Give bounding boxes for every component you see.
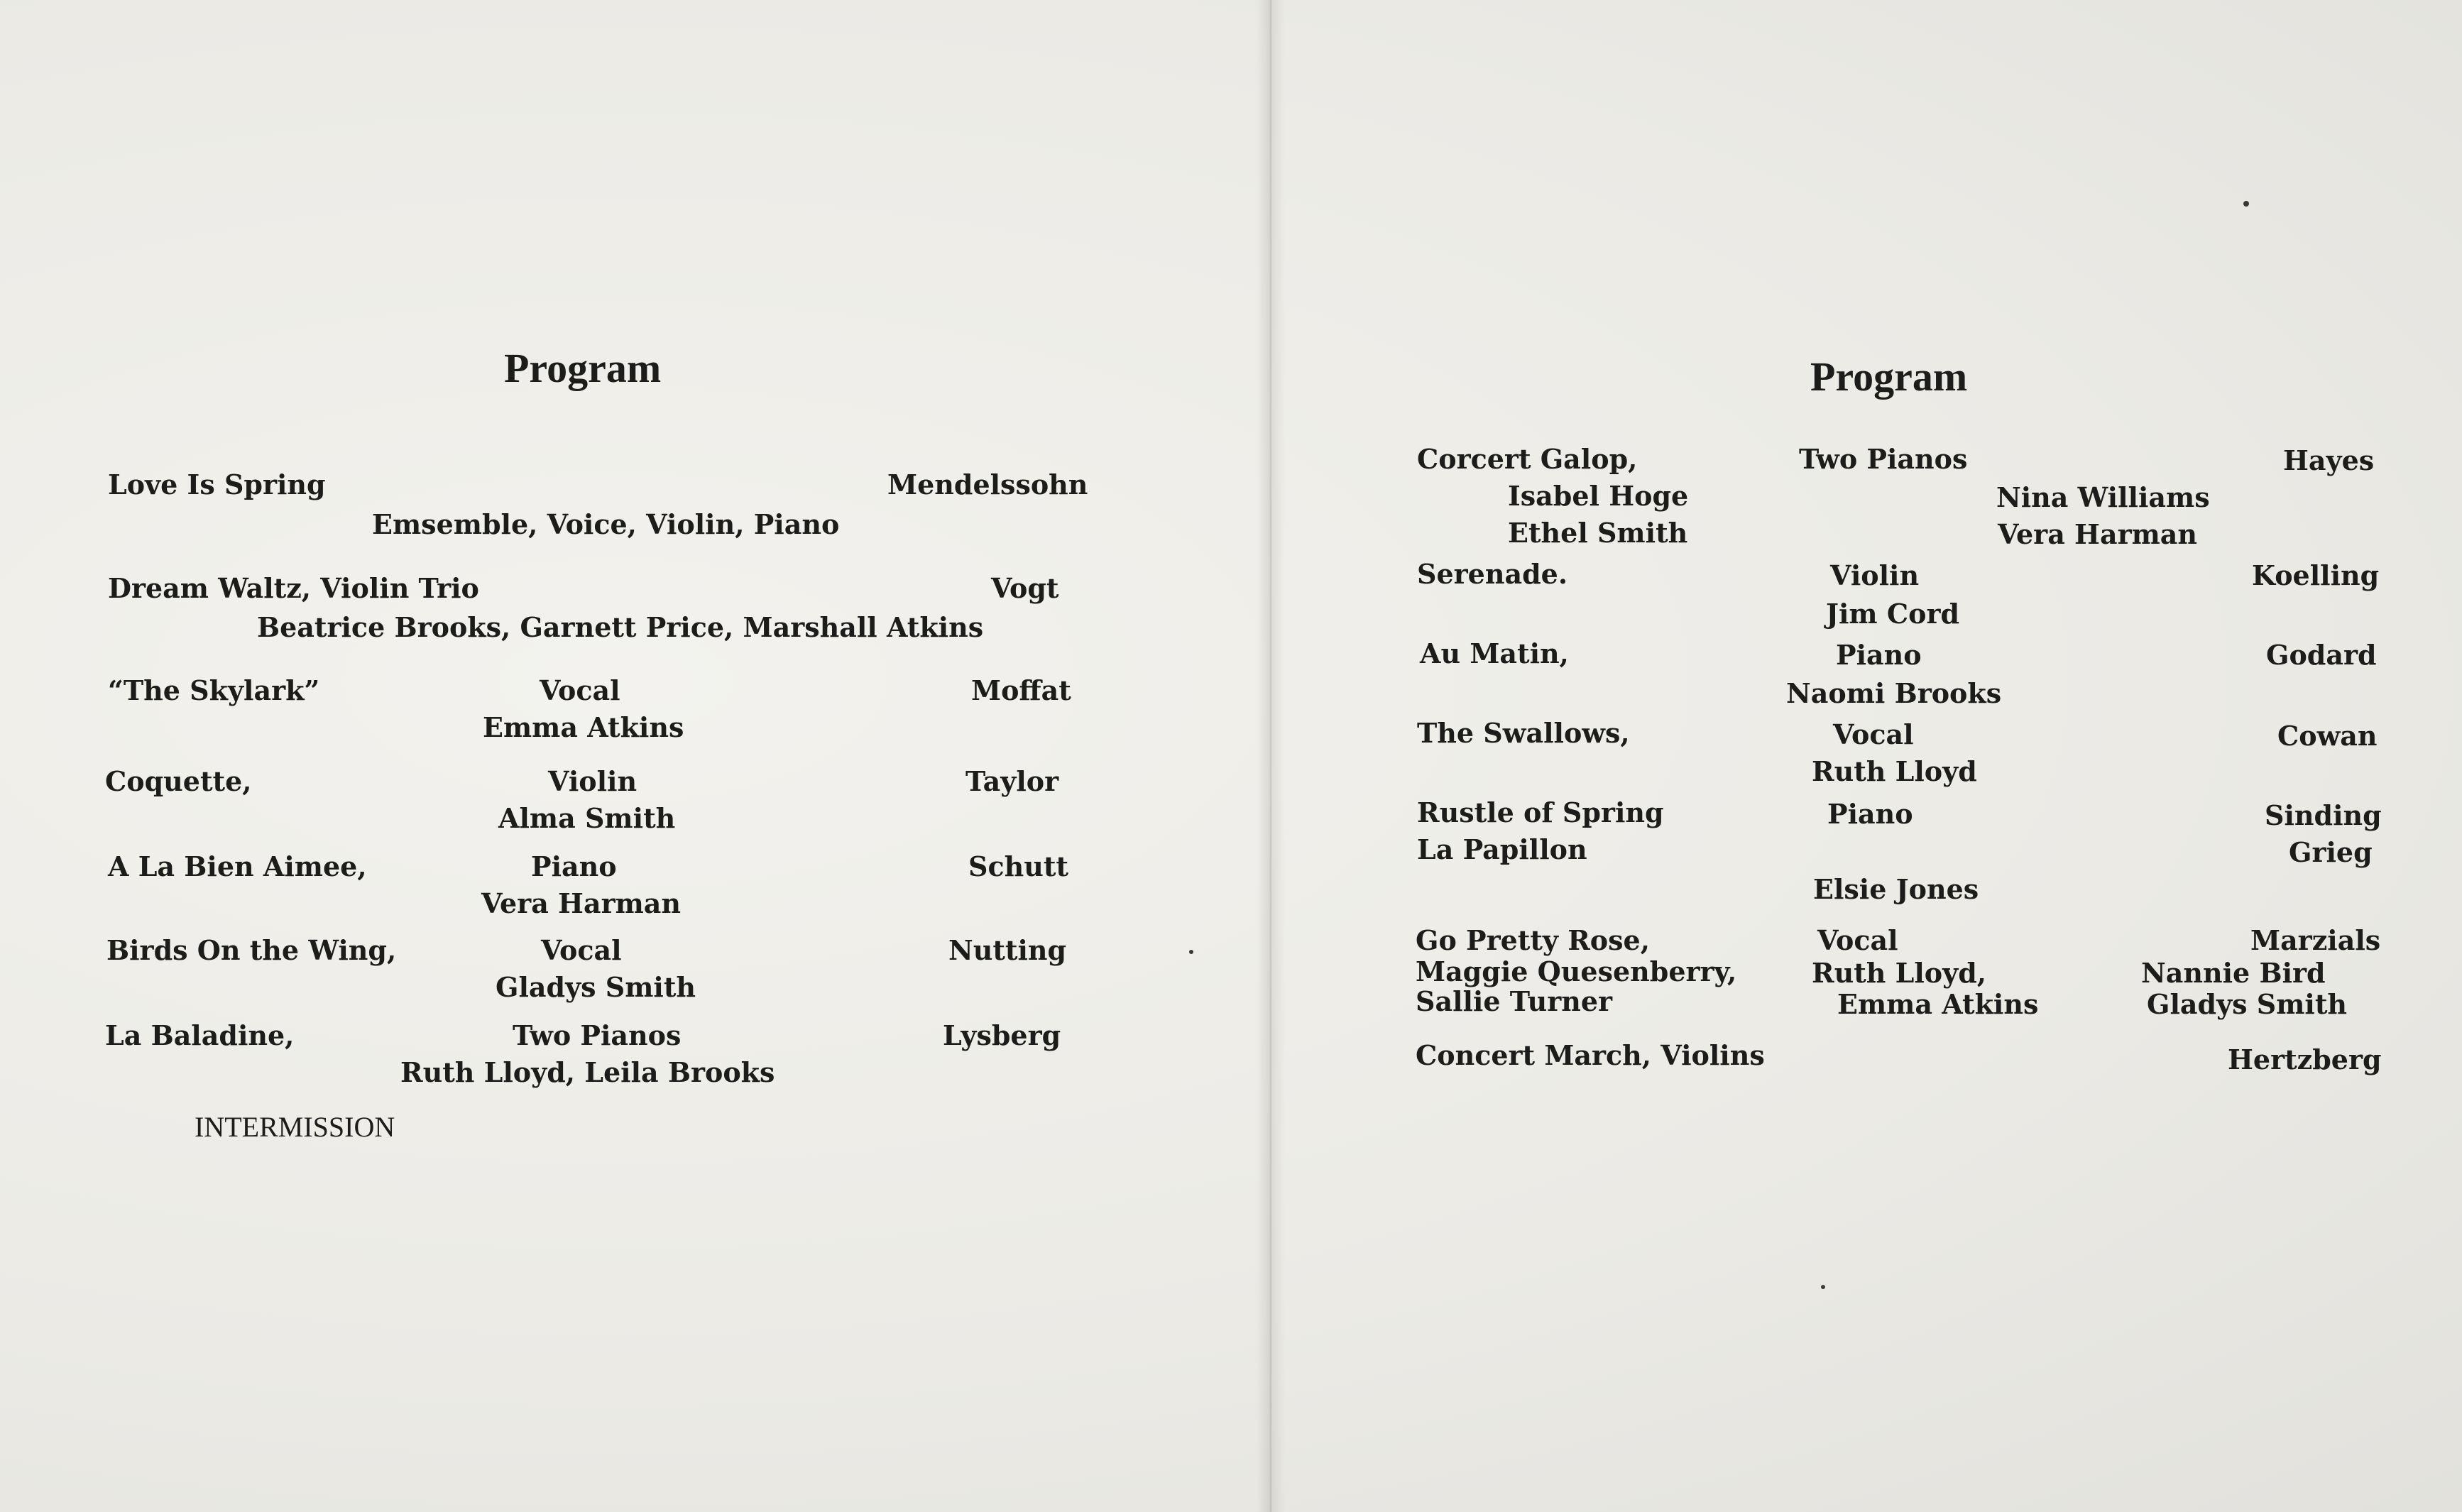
piece-title: The Swallows, <box>1417 717 1630 749</box>
performer: Vera Harman <box>1998 518 2198 550</box>
piece-title: Concert March, Violins <box>1416 1039 1765 1071</box>
composer: Nutting <box>948 934 1067 966</box>
performance-type: Vocal <box>540 674 620 706</box>
composer: Grieg <box>2289 836 2373 868</box>
left-page-title: Program <box>504 345 662 391</box>
performer: Maggie Quesenberry, <box>1416 955 1737 987</box>
performance-type: Vocal <box>1833 718 1914 750</box>
performer: Emma Atkins <box>1837 988 2039 1020</box>
composer: Lysberg <box>943 1019 1061 1051</box>
performers: Jim Cord <box>1826 598 1960 630</box>
piece-title: Go Pretty Rose, <box>1416 924 1650 956</box>
performance-type: Vocal <box>541 934 622 966</box>
piece-title: Birds On the Wing, <box>106 934 397 966</box>
performers: Ruth Lloyd <box>1812 755 1977 787</box>
performers: Naomi Brooks <box>1786 677 2002 709</box>
composer: Hayes <box>2283 444 2375 476</box>
piece-title: Dream Waltz, Violin Trio <box>108 572 479 604</box>
piece-title: La Papillon <box>1417 833 1587 865</box>
piece-title: Serenade. <box>1417 558 1568 590</box>
right-page-title: Program <box>1810 354 1968 400</box>
piece-title: Rustle of Spring <box>1417 796 1664 828</box>
performers: Elsie Jones <box>1813 873 1979 905</box>
performance-type: Piano <box>531 850 617 882</box>
composer: Vogt <box>991 572 1059 604</box>
piece-title: Love Is Spring <box>108 469 326 500</box>
performance-type: Vocal <box>1817 924 1898 956</box>
performance-type: Two Pianos <box>1799 443 1968 475</box>
composer: Sinding <box>2265 799 2382 831</box>
performance-type: Two Pianos <box>513 1019 682 1051</box>
composer: Schutt <box>968 850 1068 882</box>
piece-title: Au Matin, <box>1420 637 1569 669</box>
performers: Emma Atkins <box>483 711 684 743</box>
performer: Ruth Lloyd, <box>1812 957 1986 989</box>
composer: Moffat <box>971 674 1071 706</box>
performance-type: Violin <box>1830 559 1920 591</box>
intermission-label: INTERMISSION <box>195 1111 395 1143</box>
performer: Ethel Smith <box>1508 517 1688 549</box>
performer: Nannie Bird <box>2141 957 2326 989</box>
performers: Ruth Lloyd, Leila Brooks <box>400 1056 775 1088</box>
composer: Taylor <box>965 765 1059 797</box>
performance-type: Piano <box>1836 639 1922 671</box>
performers: Gladys Smith <box>496 971 696 1003</box>
paper-speck <box>1821 1285 1825 1289</box>
paper-speck <box>2243 201 2249 207</box>
piece-title: “The Skylark” <box>108 674 320 706</box>
performers: Emsemble, Voice, Violin, Piano <box>372 508 840 540</box>
piece-title: Corcert Galop, <box>1417 443 1638 475</box>
piece-title: A La Bien Aimee, <box>108 850 367 882</box>
composer: Hertzberg <box>2228 1043 2382 1075</box>
composer: Godard <box>2266 639 2377 671</box>
performers: Vera Harman <box>481 887 682 919</box>
performers: Beatrice Brooks, Garnett Price, Marshall Atkins <box>257 611 984 643</box>
composer: Mendelssohn <box>887 469 1088 500</box>
performer: Isabel Hoge <box>1508 480 1689 512</box>
performers: Alma Smith <box>498 802 676 834</box>
performer: Gladys Smith <box>2147 988 2348 1020</box>
composer: Marzials <box>2250 924 2381 956</box>
piece-title: La Baladine, <box>105 1019 295 1051</box>
performer: Sallie Turner <box>1416 985 1613 1017</box>
composer: Cowan <box>2277 720 2378 752</box>
performance-type: Piano <box>1827 798 1913 830</box>
performer: Nina Williams <box>1996 481 2210 513</box>
performance-type: Violin <box>548 765 638 797</box>
piece-title: Coquette, <box>105 765 252 797</box>
center-fold <box>1257 0 1285 1512</box>
composer: Koelling <box>2252 559 2380 591</box>
paper-speck <box>1189 950 1193 954</box>
